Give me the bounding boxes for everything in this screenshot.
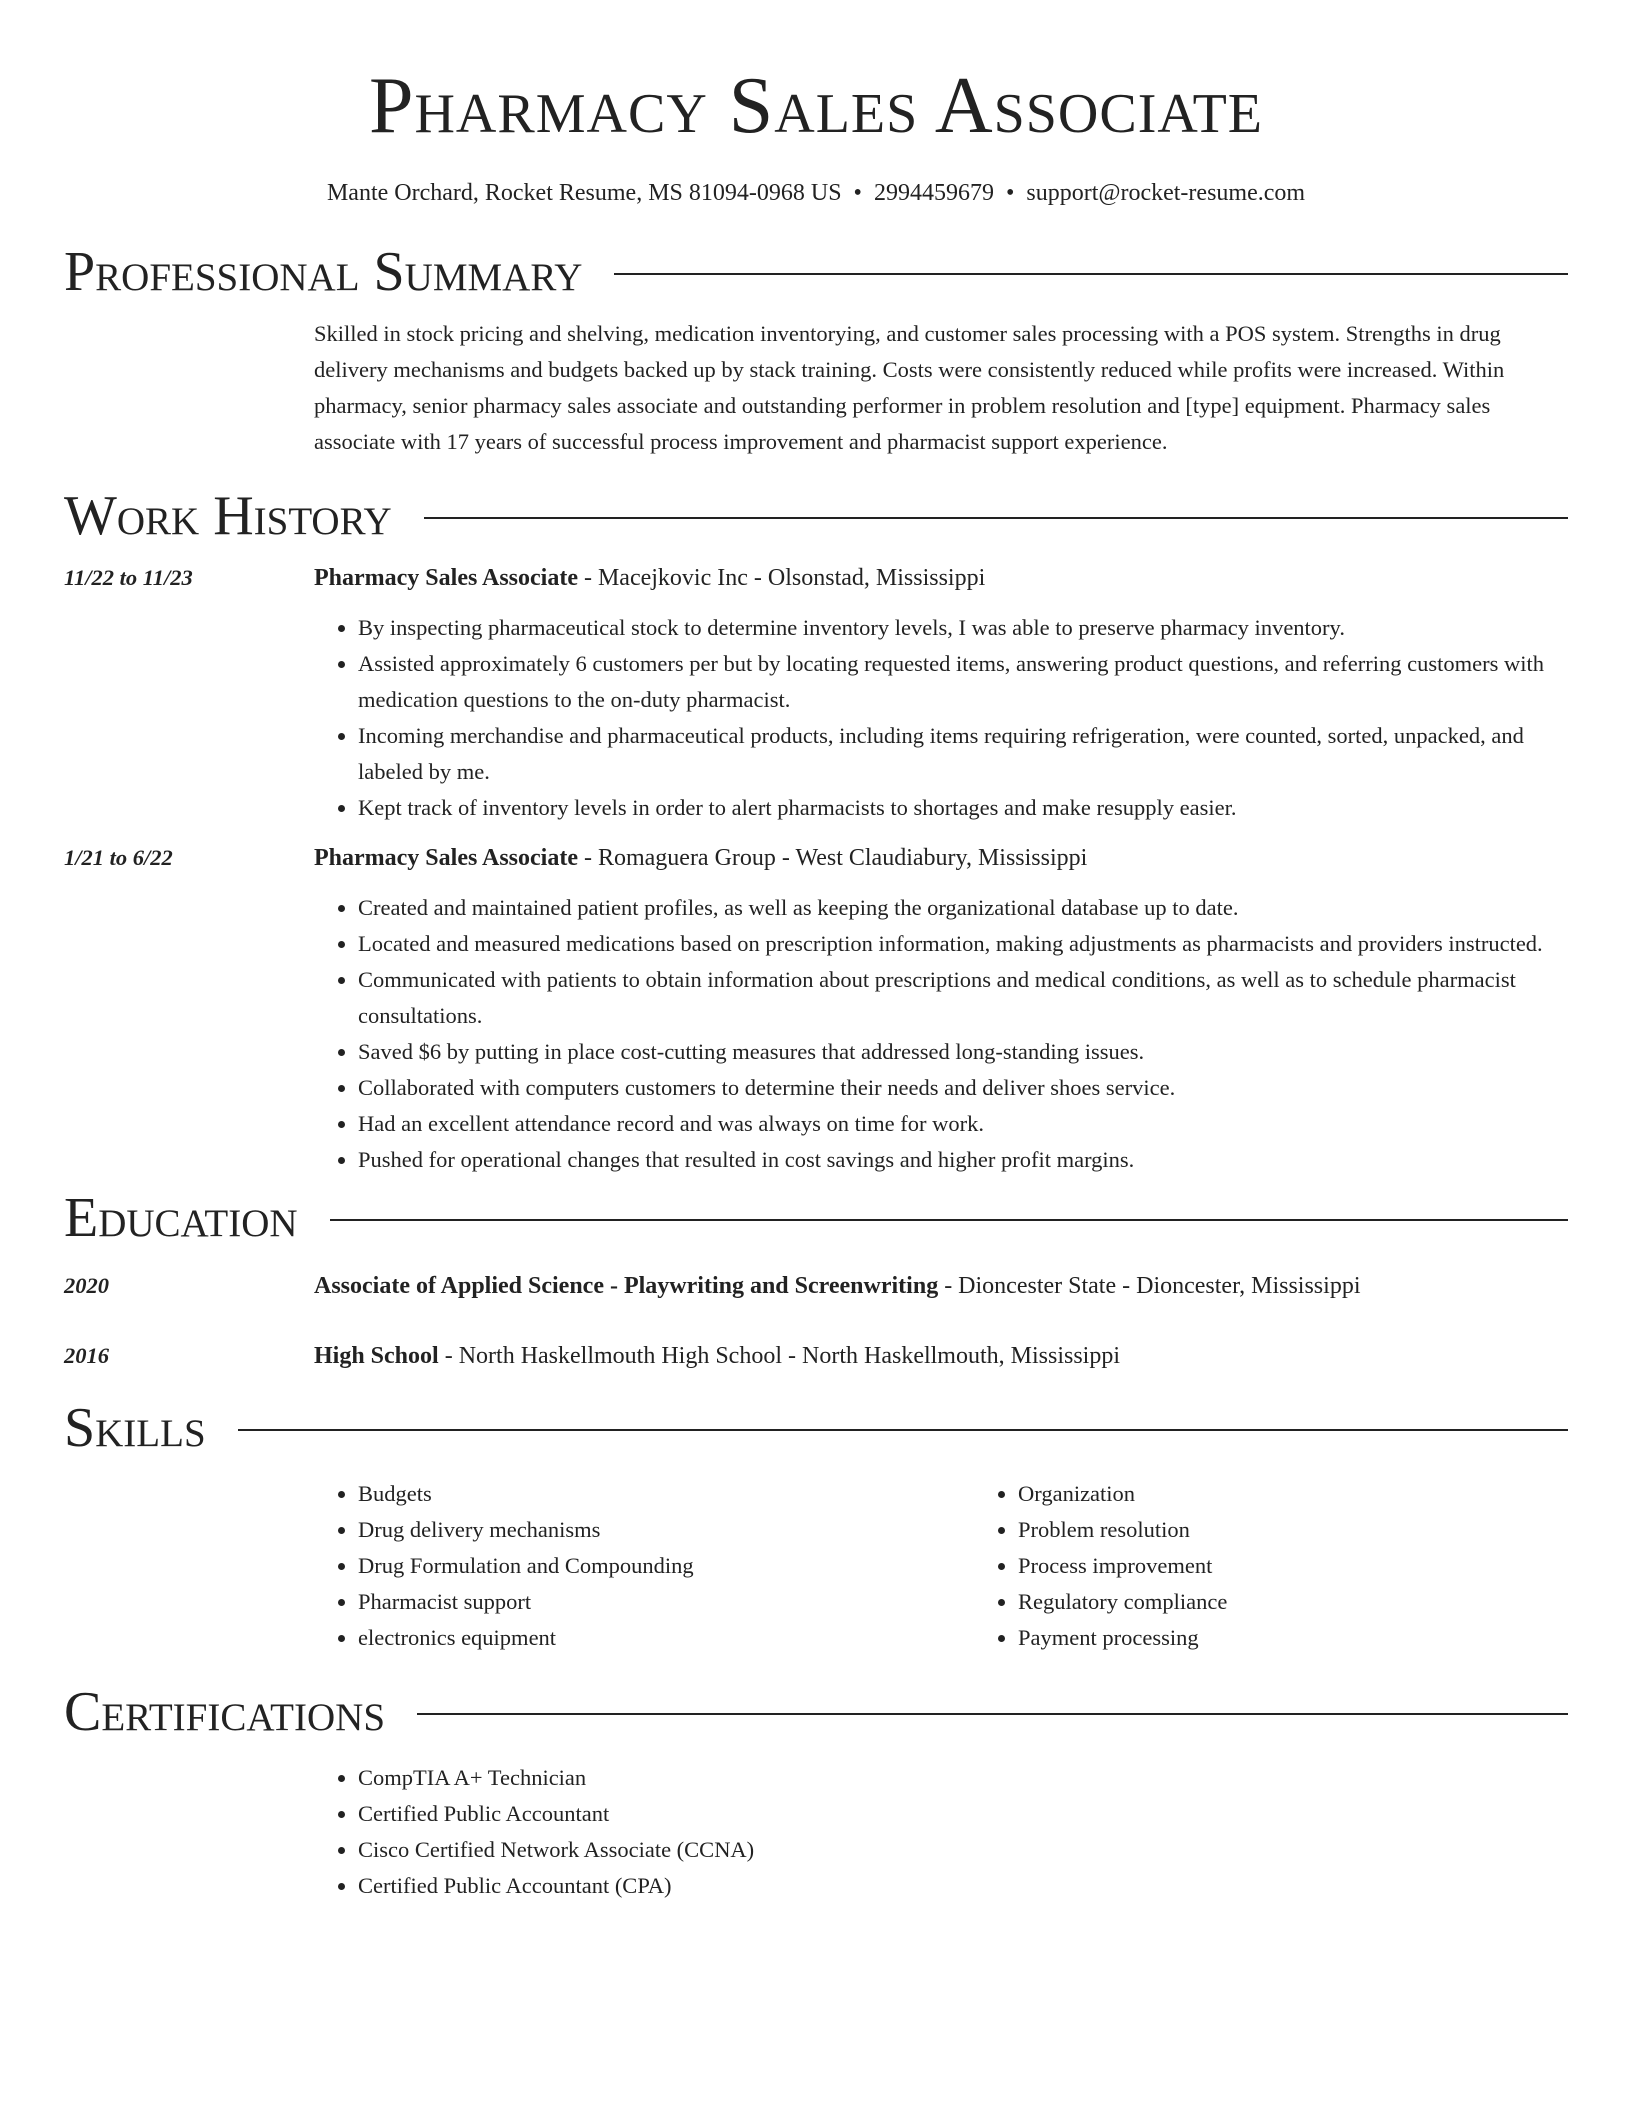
- certification-item: • Cisco Certified Network Associate (CCNA): [358, 1832, 1568, 1868]
- section-title: Certifications: [64, 1681, 386, 1743]
- job-bullet: • Had an excellent attendance record and was always on time for work.: [358, 1106, 1568, 1142]
- skills-list-left: [314, 1476, 974, 1656]
- skill-item: • Problem resolution: [1018, 1512, 1632, 1548]
- education-details: - Dioncester State - Dioncester, Mississippi: [938, 1273, 1361, 1299]
- section-header: [64, 1188, 1568, 1248]
- job-bullet: • Communicated with patients to obtain information about prescriptions and medical conditions, as well as to schedule pharmacist consultations.: [358, 962, 1568, 1034]
- job-heading: [314, 840, 1568, 876]
- summary-section: [64, 242, 1568, 460]
- section-divider: [417, 1713, 1568, 1715]
- certifications-list: [314, 1760, 1568, 1904]
- education-year: 2016: [64, 1343, 109, 1368]
- section-header: [64, 1682, 1568, 1742]
- section-header: [64, 242, 1568, 302]
- job-body: [314, 560, 1568, 826]
- skills-section: [64, 1398, 1568, 1656]
- certification-item: • Certified Public Accountant: [358, 1796, 1568, 1832]
- job-bullet: • Collaborated with computers customers to determine their needs and deliver shoes service.: [358, 1070, 1568, 1106]
- skill-item: • Process improvement: [1018, 1548, 1632, 1584]
- certifications-body: [314, 1760, 1568, 1904]
- job-bullet: • Kept track of inventory levels in order to alert pharmacists to shortages and make resupply easier.: [358, 790, 1568, 826]
- job-entry: [64, 560, 1568, 826]
- job-details: - Romaguera Group - West Claudiabury, Mississippi: [577, 845, 1088, 871]
- section-title: Work History: [64, 485, 392, 547]
- education-entry: [64, 1338, 1568, 1374]
- summary-text: Skilled in stock pricing and shelving, medication inventorying, and customer sales processing with a POS system. Strengths in drug delivery mechanisms and budgets backed up by stack training. Costs were consistently reduced while profits were increased. Within pharmacy, senior pharmacy sales associate and outstanding performer in problem resolution and [type] equipment. Pharmacy sales associate with 17 years of successful process improvement and pharmacist support experience.: [314, 321, 1505, 454]
- job-list: [64, 560, 1568, 1178]
- section-divider: [614, 273, 1568, 275]
- education-degree: Associate of Applied Science - Playwriting and Screenwriting: [314, 1273, 939, 1299]
- skill-item: • Drug delivery mechanisms: [358, 1512, 974, 1548]
- job-bullets: [314, 890, 1568, 1178]
- job-dates: 1/21 to 6/22: [64, 845, 173, 870]
- skill-item: • Budgets: [358, 1476, 974, 1512]
- education-section: [64, 1188, 1568, 1374]
- certification-item: • CompTIA A+ Technician: [358, 1760, 1568, 1796]
- job-bullet: • Located and measured medications based on prescription information, making adjustments as pharmacists and providers instructed.: [358, 926, 1568, 962]
- education-entry: [64, 1268, 1568, 1304]
- work-history-section: [64, 486, 1568, 1178]
- education-body: [314, 1268, 1568, 1304]
- resume-title: Pharmacy Sales Associate: [369, 62, 1263, 150]
- section-title: Professional Summary: [64, 241, 583, 303]
- contact-email: support@rocket-resume.com: [1026, 180, 1306, 206]
- job-role: Pharmacy Sales Associate: [314, 565, 578, 591]
- skills-columns: [314, 1476, 1568, 1656]
- job-body: [314, 840, 1568, 1178]
- skill-item: • Regulatory compliance: [1018, 1584, 1632, 1620]
- skill-item: • Drug Formulation and Compounding: [358, 1548, 974, 1584]
- job-bullets: [314, 610, 1568, 826]
- section-divider: [424, 517, 1568, 519]
- job-role: Pharmacy Sales Associate: [314, 845, 578, 871]
- section-header: [64, 1398, 1568, 1458]
- contact-line: [64, 178, 1568, 208]
- skill-item: • Payment processing: [1018, 1620, 1632, 1656]
- job-details: - Macejkovic Inc - Olsonstad, Mississippi: [577, 565, 986, 591]
- section-divider: [330, 1219, 1568, 1221]
- job-bullet: • Saved $6 by putting in place cost-cutting measures that addressed long-standing issues.: [358, 1034, 1568, 1070]
- skills-list-right: [974, 1476, 1632, 1656]
- contact-address: Mante Orchard, Rocket Resume, MS 81094-0968 US: [326, 180, 842, 206]
- education-details: - North Haskellmouth High School - North Haskellmouth, Mississippi: [438, 1343, 1121, 1369]
- job-heading: [314, 560, 1568, 596]
- job-entry: [64, 840, 1568, 1178]
- job-bullet: • By inspecting pharmaceutical stock to determine inventory levels, I was able to preserve pharmacy inventory.: [358, 610, 1568, 646]
- skill-item: • Organization: [1018, 1476, 1632, 1512]
- section-title: Education: [64, 1187, 298, 1249]
- certification-item: • Certified Public Accountant (CPA): [358, 1868, 1568, 1904]
- education-body: [314, 1338, 1568, 1374]
- contact-separator: •: [1005, 180, 1015, 206]
- job-bullet: • Assisted approximately 6 customers per but by locating requested items, answering product questions, and referring customers with medication questions to the on-duty pharmacist.: [358, 646, 1568, 718]
- certifications-section: [64, 1682, 1568, 1904]
- section-header: [64, 486, 1568, 546]
- job-bullet: • Created and maintained patient profiles, as well as keeping the organizational database up to date.: [358, 890, 1568, 926]
- section-title: Skills: [64, 1397, 206, 1459]
- section-divider: [238, 1429, 1568, 1431]
- skill-item: • electronics equipment: [358, 1620, 974, 1656]
- job-bullet: • Incoming merchandise and pharmaceutical products, including items requiring refrigeration, were counted, sorted, unpacked, and labeled by me.: [358, 718, 1568, 790]
- education-year: 2020: [64, 1273, 109, 1298]
- job-dates: 11/22 to 11/23: [64, 565, 193, 590]
- education-degree: High School: [314, 1343, 439, 1369]
- contact-separator: •: [853, 180, 862, 206]
- contact-phone: 2994459679: [873, 180, 994, 206]
- skill-item: • Pharmacist support: [358, 1584, 974, 1620]
- job-bullet: • Pushed for operational changes that resulted in cost savings and higher profit margins.: [358, 1142, 1568, 1178]
